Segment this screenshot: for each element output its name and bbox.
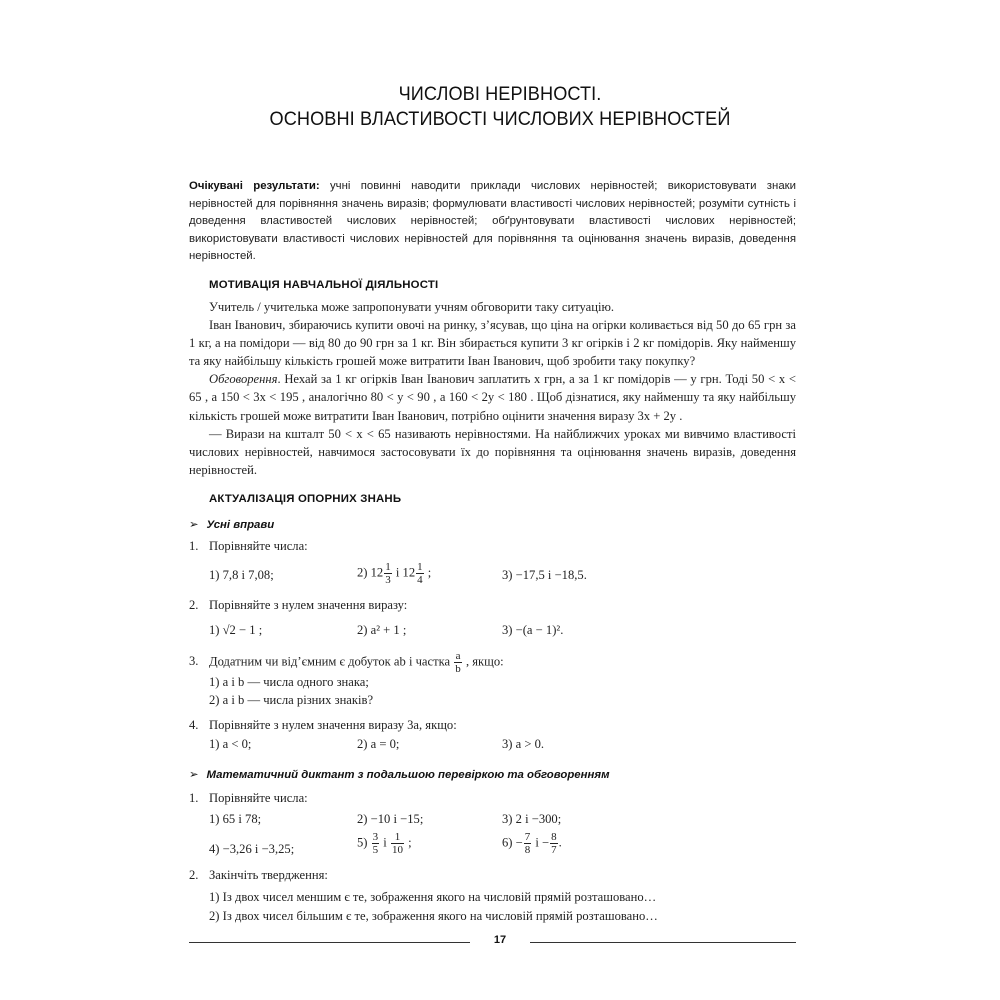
answer-prefix: 5) — [357, 835, 371, 850]
dictation-q1-answer-5 — [357, 831, 412, 856]
fraction — [416, 561, 424, 586]
actualization-heading: АКТУАЛІЗАЦІЯ ОПОРНИХ ЗНАНЬ — [209, 493, 402, 505]
dictation-q1-answer-6 — [502, 831, 562, 856]
footer-rule-right — [530, 942, 796, 943]
numerator: a — [455, 650, 461, 662]
denominator: 4 — [417, 574, 423, 586]
answer-prefix: 2) 12 — [357, 565, 384, 580]
page-title — [0, 82, 1000, 132]
question-number: 1. — [189, 539, 199, 553]
oral-q1-answer-2 — [357, 561, 431, 586]
fraction — [550, 831, 558, 856]
answer-middle: і 12 — [392, 565, 416, 580]
arrow-icon: ➢ — [189, 769, 199, 781]
question-number: 4. — [189, 718, 199, 732]
oral-q4-answer-2: 2) a = 0; — [357, 737, 400, 751]
question-text-start: Додатним чи від’ємним є добуток ab і частка — [209, 654, 454, 669]
numerator: 1 — [391, 831, 404, 844]
numerator: 8 — [551, 831, 557, 843]
title-line-2: ОСНОВНІ ВЛАСТИВОСТІ ЧИСЛОВИХ НЕРІВНОСТЕЙ — [269, 108, 731, 130]
denominator: 10 — [391, 844, 403, 856]
dictation-q1-answer-2: 2) −10 і −15; — [357, 812, 424, 826]
question-number: 2. — [189, 868, 199, 882]
dictation-q2-answer-1: 1) Із двох чисел меншим є те, зображення якого на числовій прямій розташовано… — [209, 890, 657, 904]
oral-q4-answer-1: 1) a < 0; — [209, 737, 252, 751]
oral-q4-answer-3: 3) a > 0. — [502, 737, 545, 751]
oral-q2-answer-3: 3) −(a − 1)². — [502, 623, 564, 637]
motivation-paragraph-2: Іван Іванович, збираючись купити овочі на ринку, з’ясував, що ціна на огірки коливається від 50 до 65 грн за 1 кг, а на помідори — від 80 до 90 грн за 1 кг. Він збирається купити 3 кг огірків і 2 кг помідорів. Яку найменшу та яку найбільшу кількість грошей може витратити Іван Іванович, щоб зробити таку покупку? — [189, 318, 796, 369]
fraction — [372, 831, 380, 856]
answer-suffix: ; — [404, 835, 412, 850]
denominator: 7 — [551, 844, 557, 856]
question-number: 2. — [189, 598, 199, 612]
question-text: Закінчіть твердження: — [209, 868, 328, 882]
oral-q2-answer-2: 2) a² + 1 ; — [357, 623, 407, 637]
dictation-q1-answer-4: 4) −3,26 і −3,25; — [209, 842, 295, 856]
dictation-question-1 — [189, 791, 308, 806]
dictation-heading — [189, 767, 610, 781]
motivation-text — [189, 298, 796, 479]
denominator: 5 — [372, 844, 379, 856]
oral-q1-answer-3: 3) −17,5 і −18,5. — [502, 568, 587, 582]
answer-middle: і — [380, 835, 390, 850]
arrow-icon: ➢ — [189, 519, 199, 531]
discussion-label: Обговорення — [209, 372, 278, 387]
answer-suffix: ; — [424, 565, 432, 580]
question-text: Порівняйте з нулем значення виразу: — [209, 598, 408, 612]
oral-q3-answer-2: 2) a і b — числа різних знаків? — [209, 693, 374, 707]
numerator: 1 — [417, 561, 423, 573]
fraction — [524, 831, 532, 856]
page-number: 17 — [493, 934, 507, 946]
motivation-paragraph-3 — [189, 370, 796, 424]
numerator: 3 — [372, 831, 379, 843]
dictation-q2-answer-2: 2) Із двох чисел більшим є те, зображення якого на числовій прямій розташовано… — [209, 909, 658, 923]
answer-suffix: . — [558, 835, 562, 850]
denominator: 8 — [524, 844, 531, 856]
oral-exercises-heading — [189, 517, 274, 531]
numerator: 1 — [385, 561, 391, 573]
motivation-paragraph-4: — Вирази на кшталт 50 < x < 65 називають нерівностями. На найближчих уроках ми вивчимо властивості числових нерівностей, навчимося застосовувати їх до порівняння та оцінювання значень виразів, доведення нерівностей. — [189, 426, 796, 477]
dictation-question-2 — [189, 868, 328, 883]
footer-rule-left — [189, 942, 470, 943]
answer-middle: і − — [532, 835, 550, 850]
dictation-label: Математичний диктант з подальшою перевіркою та обговоренням — [206, 769, 610, 781]
question-text: Порівняйте числа: — [209, 791, 308, 805]
oral-question-1 — [189, 539, 308, 554]
oral-exercises-label: Усні вправи — [206, 519, 275, 531]
numerator: 7 — [524, 831, 531, 843]
answer-prefix: 6) − — [502, 835, 523, 850]
oral-question-4 — [189, 718, 457, 733]
denominator: b — [455, 663, 461, 675]
fraction — [384, 561, 392, 586]
question-text: Порівняйте з нулем значення виразу 3a, якщо: — [209, 718, 457, 732]
fraction — [454, 650, 462, 675]
question-text-end: , якщо: — [462, 654, 504, 669]
motivation-heading: МОТИВАЦІЯ НАВЧАЛЬНОЇ ДІЯЛЬНОСТІ — [209, 279, 439, 291]
expected-results-label: Очікувані результати: — [189, 180, 320, 192]
expected-results-text: учні повинні наводити приклади числових нерівностей; використовувати знаки нерівностей для порівняння значень виразів; формулювати властивості числових нерівностей; розуміти сутність і доведення властивостей числових нерівностей; обґрунтовувати властивості числових нерівностей; використовувати властивості числових нерівностей для порівняння та оцінювання значень виразів, доведення нерівностей. — [189, 180, 796, 263]
fraction — [391, 831, 404, 856]
title-line-1: ЧИСЛОВІ НЕРІВНОСТІ. — [398, 83, 602, 105]
motivation-paragraph-1: Учитель / учителька може запропонувати учням обговорити таку ситуацію. — [209, 300, 615, 314]
oral-question-2 — [189, 598, 407, 613]
question-number: 1. — [189, 791, 199, 805]
question-text: Порівняйте числа: — [209, 539, 308, 553]
oral-q3-answer-1: 1) a і b — числа одного знака; — [209, 675, 369, 689]
dictation-q1-answer-1: 1) 65 і 78; — [209, 812, 262, 826]
denominator: 3 — [385, 574, 391, 586]
question-number: 3. — [189, 654, 199, 669]
discussion-text: . Нехай за 1 кг огірків Іван Іванович заплатить x грн, а за 1 кг помідорів — y грн. Тоді 50 < x < 65 , а 150 < 3x < 195 , аналогічно 80 < y < 90 , а 160 < 2y < 180 . Щоб дізнатися, яку найменшу та яку найбільшу кількість грошей може витратити Іван Іванович, потрібно оцінити значення виразу 3x + 2y . — [189, 372, 796, 423]
oral-q1-answer-1: 1) 7,8 і 7,08; — [209, 568, 274, 582]
expected-results — [189, 178, 796, 266]
oral-question-3 — [189, 650, 504, 675]
oral-q2-answer-1: 1) √2 − 1 ; — [209, 623, 263, 637]
dictation-q1-answer-3: 3) 2 і −300; — [502, 812, 562, 826]
